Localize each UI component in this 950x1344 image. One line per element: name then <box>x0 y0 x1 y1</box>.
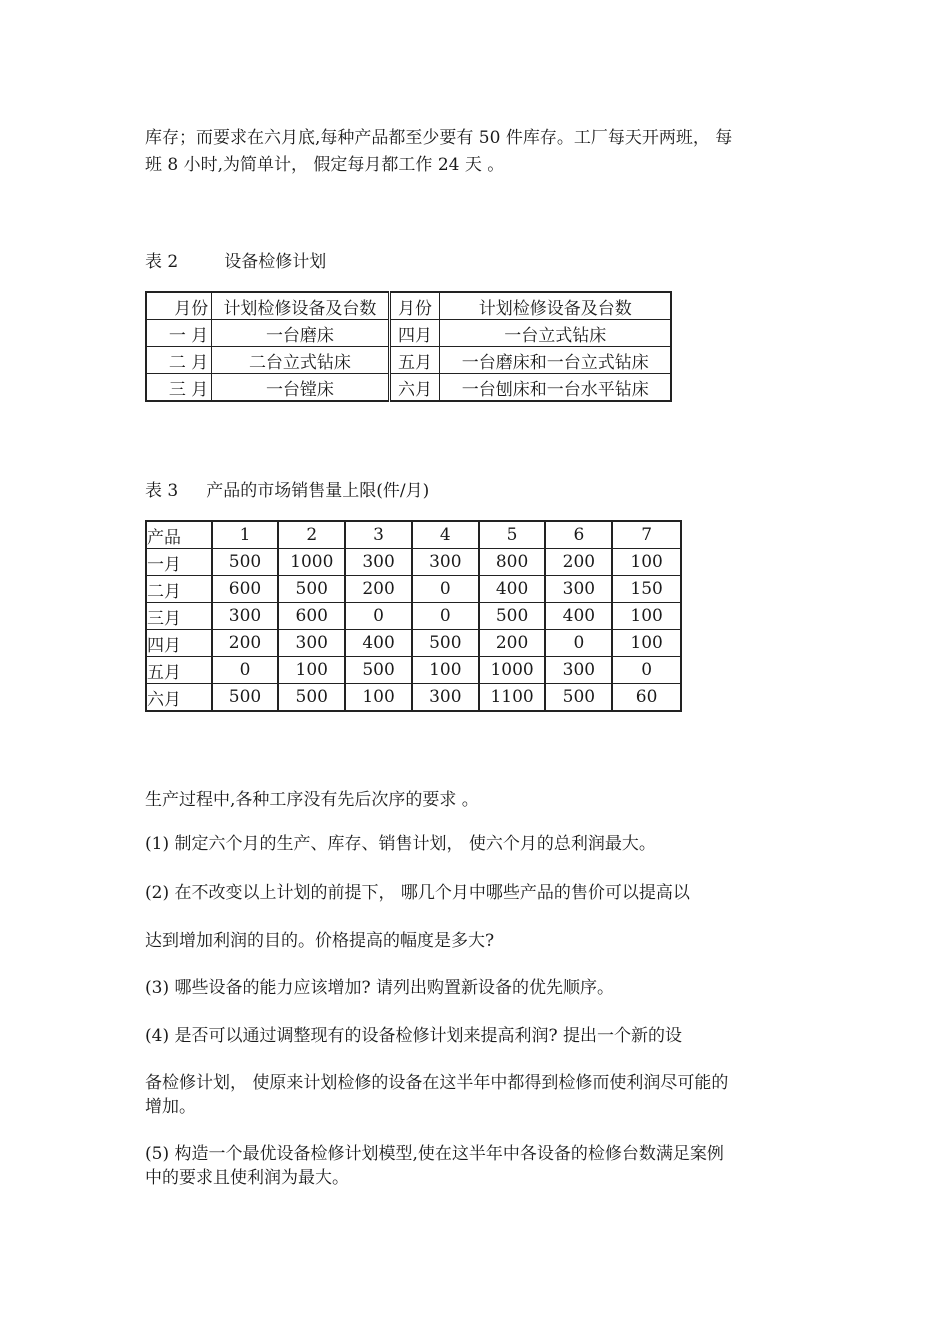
table-row <box>146 603 681 630</box>
table-header-row <box>146 292 671 320</box>
table-cell: 600 <box>212 576 279 603</box>
question-4-line-2: 备检修计划， 使原来计划检修的设备在这半年中都得到检修而使利润尽可能的 <box>145 1073 729 1093</box>
table-cell: 1000 <box>479 657 546 684</box>
question-3: (3) 哪些设备的能力应该增加? 请列出购置新设备的优先顺序。 <box>145 978 615 998</box>
table3-label: 表 3 <box>145 481 179 501</box>
table-cell: 800 <box>479 549 546 576</box>
table-cell: 一月 <box>146 549 212 576</box>
table-cell: 300 <box>345 549 412 576</box>
table-cell: 0 <box>412 576 479 603</box>
table-cell: 300 <box>545 576 612 603</box>
table-cell: 四月 <box>146 630 212 657</box>
table-cell: 100 <box>345 684 412 712</box>
table2-title: 设备检修计划 <box>224 252 327 272</box>
table-cell: 500 <box>479 603 546 630</box>
table-cell: 0 <box>545 630 612 657</box>
table-row <box>146 684 681 712</box>
table-cell: 500 <box>212 684 279 712</box>
table3-title: 产品的市场销售量上限(件/月) <box>206 481 430 501</box>
table-cell: 600 <box>278 603 345 630</box>
table-cell: 一台镗床 <box>212 374 389 402</box>
header-cell: 5 <box>479 521 546 549</box>
table-cell: 0 <box>412 603 479 630</box>
table-cell: 200 <box>545 549 612 576</box>
maintenance-plan-table <box>145 291 672 402</box>
table-cell: 一 月 <box>146 320 212 347</box>
table-cell: 200 <box>345 576 412 603</box>
table-cell: 1100 <box>479 684 546 712</box>
table-row <box>146 347 671 374</box>
question-5-line-2: 中的要求且使利润为最大。 <box>145 1168 349 1188</box>
table-cell: 200 <box>479 630 546 657</box>
table-cell: 400 <box>479 576 546 603</box>
table-cell: 500 <box>412 630 479 657</box>
question-4-line-1: (4) 是否可以通过调整现有的设备检修计划来提高利润? 提出一个新的设 <box>145 1026 683 1046</box>
header-cell: 计划检修设备及台数 <box>212 292 389 320</box>
table-cell: 300 <box>278 630 345 657</box>
table-cell: 300 <box>212 603 279 630</box>
table-row <box>146 320 671 347</box>
table-cell: 60 <box>612 684 681 712</box>
table-cell: 二 月 <box>146 347 212 374</box>
table-cell: 六月 <box>146 684 212 712</box>
question-4-line-3: 增加。 <box>145 1097 196 1117</box>
table-cell: 500 <box>345 657 412 684</box>
header-cell: 计划检修设备及台数 <box>440 292 671 320</box>
question-2-line-2: 达到增加利润的目的。价格提高的幅度是多大? <box>145 931 495 951</box>
header-cell: 1 <box>212 521 279 549</box>
table-cell: 100 <box>412 657 479 684</box>
table-cell: 二月 <box>146 576 212 603</box>
intro-line-2: 班 8 小时,为简单计， 假定每月都工作 24 天 。 <box>145 155 505 175</box>
table-cell: 300 <box>412 549 479 576</box>
table-cell: 一台刨床和一台水平钻床 <box>440 374 671 402</box>
table-cell: 二台立式钻床 <box>212 347 389 374</box>
table-header-row <box>146 521 681 549</box>
header-cell: 月份 <box>146 292 212 320</box>
table-cell: 100 <box>278 657 345 684</box>
table-cell: 400 <box>545 603 612 630</box>
table-cell: 300 <box>545 657 612 684</box>
table-row <box>146 576 681 603</box>
header-cell: 7 <box>612 521 681 549</box>
header-cell: 月份 <box>389 292 440 320</box>
table2-caption <box>145 247 326 272</box>
table-cell: 150 <box>612 576 681 603</box>
header-cell: 产品 <box>146 521 212 549</box>
table-cell: 300 <box>412 684 479 712</box>
table-cell: 一台磨床和一台立式钻床 <box>440 347 671 374</box>
table-row <box>146 657 681 684</box>
table-row <box>146 374 671 402</box>
table-cell: 500 <box>278 684 345 712</box>
table-cell: 500 <box>545 684 612 712</box>
table-cell: 1000 <box>278 549 345 576</box>
table-cell: 0 <box>345 603 412 630</box>
process-paragraph: 生产过程中,各种工序没有先后次序的要求 。 <box>145 790 479 810</box>
header-cell: 4 <box>412 521 479 549</box>
question-5-line-1: (5) 构造一个最优设备检修计划模型,使在这半年中各设备的检修台数满足案例 <box>145 1144 724 1164</box>
table-cell: 四月 <box>389 320 440 347</box>
table-cell: 六月 <box>389 374 440 402</box>
table-cell: 五月 <box>146 657 212 684</box>
table-cell: 三月 <box>146 603 212 630</box>
table-cell: 100 <box>612 549 681 576</box>
table-row <box>146 630 681 657</box>
table-cell: 0 <box>212 657 279 684</box>
table-cell: 500 <box>212 549 279 576</box>
table-cell: 一台立式钻床 <box>440 320 671 347</box>
table-cell: 一台磨床 <box>212 320 389 347</box>
table-cell: 400 <box>345 630 412 657</box>
table2-label: 表 2 <box>145 252 179 272</box>
question-2-line-1: (2) 在不改变以上计划的前提下， 哪几个月中哪些产品的售价可以提高以 <box>145 883 690 903</box>
header-cell: 6 <box>545 521 612 549</box>
sales-limit-table <box>145 520 682 712</box>
table-cell: 200 <box>212 630 279 657</box>
table-row <box>146 549 681 576</box>
table-cell: 100 <box>612 603 681 630</box>
table-cell: 0 <box>612 657 681 684</box>
table-cell: 500 <box>278 576 345 603</box>
table-cell: 100 <box>612 630 681 657</box>
header-cell: 2 <box>278 521 345 549</box>
intro-line-1: 库存；而要求在六月底,每种产品都至少要有 50 件库存。工厂每天开两班， 每 <box>145 128 733 148</box>
table3-caption <box>145 476 429 501</box>
table-cell: 五月 <box>389 347 440 374</box>
table-cell: 三 月 <box>146 374 212 402</box>
question-1: (1) 制定六个月的生产、库存、销售计划， 使六个月的总利润最大。 <box>145 834 656 854</box>
header-cell: 3 <box>345 521 412 549</box>
